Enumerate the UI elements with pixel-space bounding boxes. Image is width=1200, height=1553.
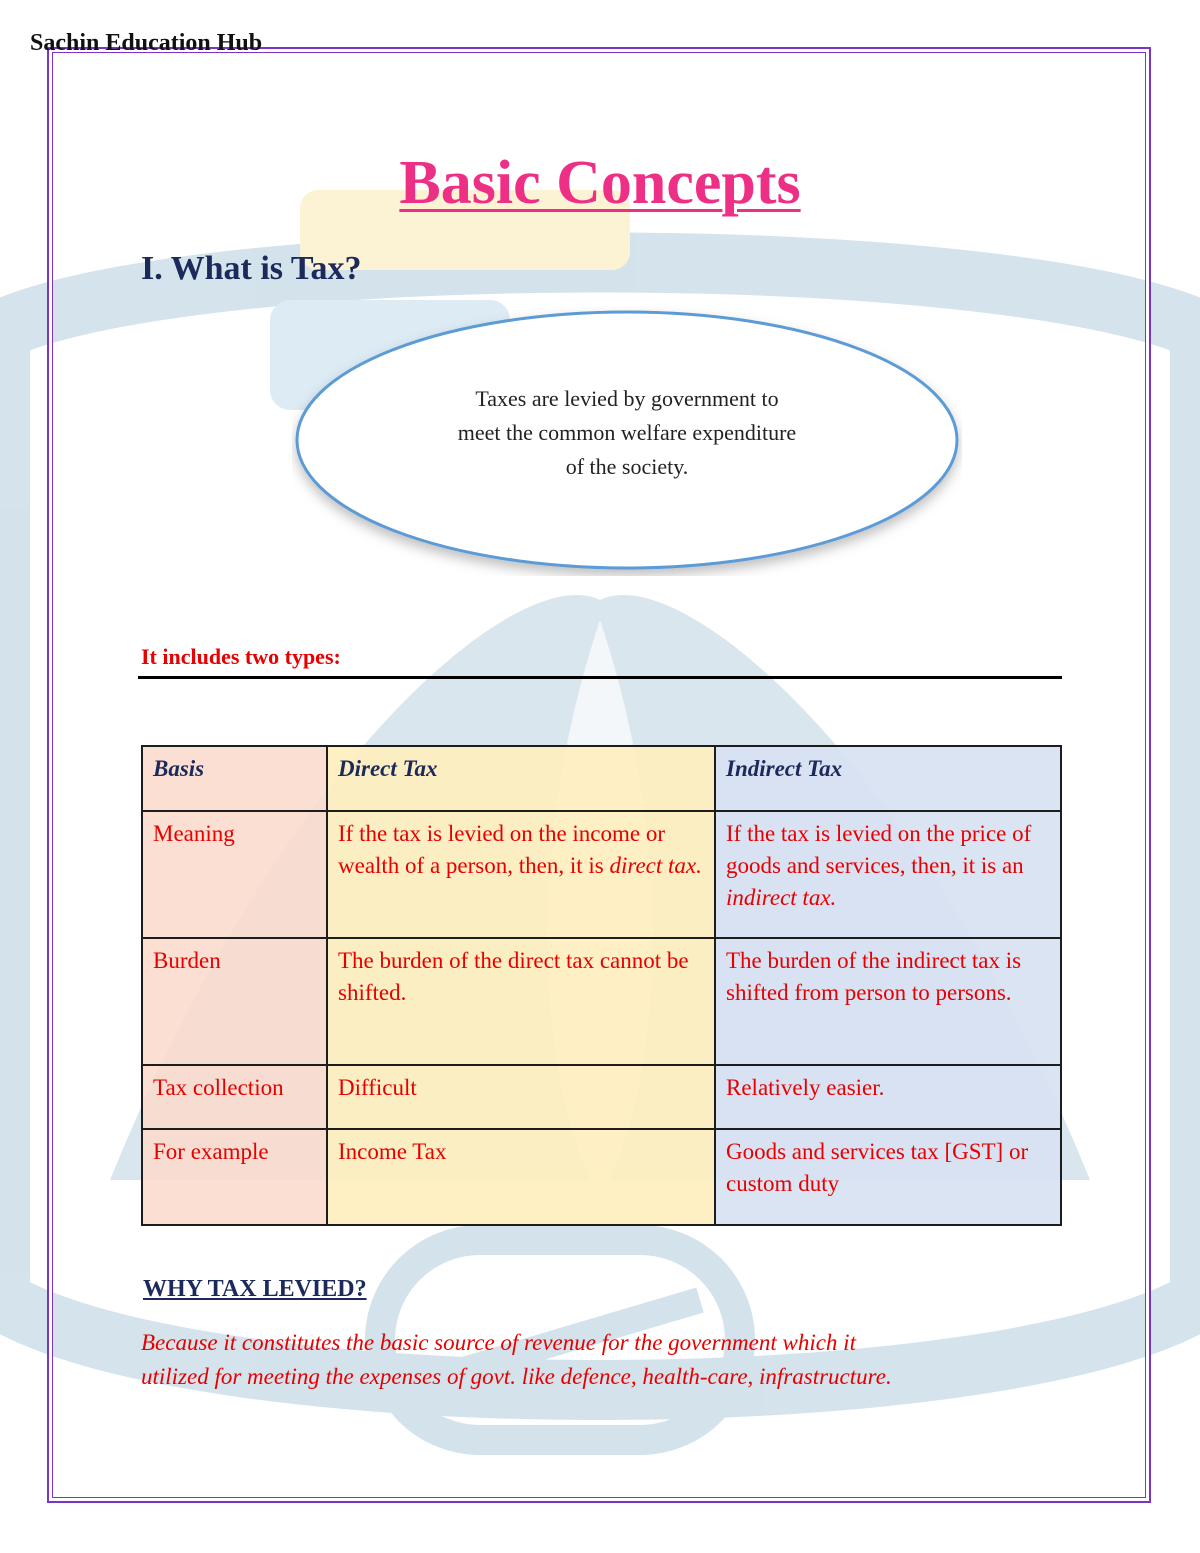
header-basis: Basis: [142, 746, 327, 811]
definition-line: of the society.: [565, 454, 689, 479]
cell-direct-emphasis: direct tax.: [609, 853, 702, 878]
cell-direct: Income Tax: [327, 1129, 715, 1225]
definition-text: [392, 382, 862, 484]
page-title-wrap: [0, 148, 1200, 219]
why-line: utilized for meeting the expenses of govt. like defence, health-care, infrastructure.: [141, 1364, 892, 1389]
cell-indirect: Relatively easier.: [715, 1065, 1061, 1129]
types-heading: It includes two types:: [141, 644, 341, 669]
tax-comparison-table: [141, 745, 1062, 1226]
definition-line: meet the common welfare expenditure: [457, 420, 797, 445]
page-title: Basic Concepts: [399, 149, 801, 217]
why-heading: WHY TAX LEVIED?: [143, 1276, 367, 1302]
cell-indirect: [715, 811, 1061, 938]
cell-indirect-text: If the tax is levied on the price of goods and services, then, it is an: [726, 821, 1032, 878]
table-row: [142, 1065, 1061, 1129]
section-heading: I. What is Tax?: [141, 250, 362, 287]
why-paragraph: [141, 1326, 1071, 1394]
cell-basis: For example: [142, 1129, 327, 1225]
cell-direct: The burden of the direct tax cannot be shifted.: [327, 938, 715, 1065]
definition-line: Taxes are levied by government to: [475, 386, 779, 411]
header-direct-tax: Direct Tax: [327, 746, 715, 811]
why-line: Because it constitutes the basic source of revenue for the government which it: [141, 1330, 856, 1355]
cell-indirect: The burden of the indirect tax is shifted from person to persons.: [715, 938, 1061, 1065]
cell-basis: Meaning: [142, 811, 327, 938]
brand-header: Sachin Education Hub: [30, 30, 263, 56]
table-row: [142, 938, 1061, 1065]
cell-indirect: Goods and services tax [GST] or custom duty: [715, 1129, 1061, 1225]
cell-basis: Tax collection: [142, 1065, 327, 1129]
table-row: [142, 1129, 1061, 1225]
cell-direct-text: If the tax is levied on the income or wealth of a person, then, it is: [338, 821, 666, 878]
cell-indirect-emphasis: indirect tax.: [726, 885, 837, 910]
cell-direct: [327, 811, 715, 938]
header-indirect-tax: Indirect Tax: [715, 746, 1061, 811]
table-row: [142, 811, 1061, 938]
table-header-row: [142, 746, 1061, 811]
divider-line: [138, 676, 1062, 679]
cell-direct: Difficult: [327, 1065, 715, 1129]
cell-basis: Burden: [142, 938, 327, 1065]
